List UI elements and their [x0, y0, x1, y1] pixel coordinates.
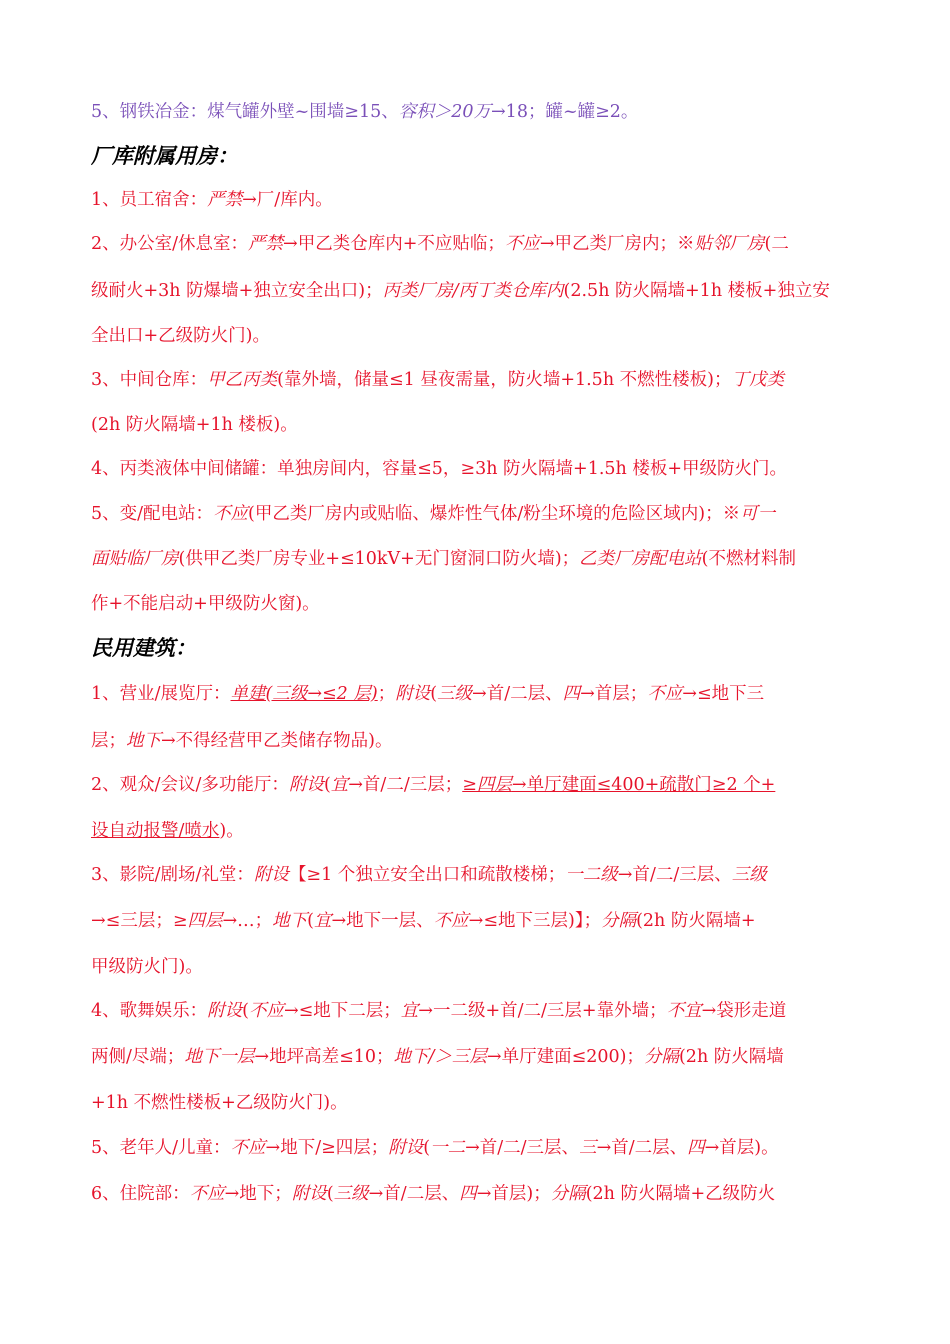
- text: (2h 防火隔墙: [678, 1047, 784, 1067]
- text-italic: 附设: [395, 684, 431, 704]
- text: 6、住院部：: [91, 1184, 190, 1204]
- text: (供甲乙类厂房专业+≤10kV+无门窗洞口防火墙)；: [178, 549, 580, 569]
- factory-item-5-line-1: [91, 502, 871, 526]
- text: →…；: [222, 911, 273, 931]
- factory-item-5-line-2: [91, 547, 871, 571]
- text: (2h 防火隔墙+: [636, 911, 756, 931]
- text: (: [242, 1001, 249, 1021]
- text-italic: 四: [562, 684, 581, 704]
- text-italic: 不应: [213, 504, 249, 524]
- text-italic: 不应: [189, 1184, 225, 1204]
- civil-item-4-line-1: [91, 999, 871, 1023]
- factory-item-4: 4、丙类液体中间储罐：单独房间内，容量≤5，≥3h 防火隔墙+1.5h 楼板+甲级防火门。: [91, 459, 788, 479]
- text-italic-underline: 单建(三级→≤2 层): [230, 684, 378, 704]
- text: 两侧/尽端；: [91, 1047, 185, 1067]
- text: →首层)。: [704, 1138, 779, 1158]
- text-italic: 一二级: [565, 865, 618, 885]
- steel-text-end: →18；罐~罐≥2。: [491, 102, 639, 122]
- text: →首层；: [580, 684, 648, 704]
- text: →≤地下二层；: [283, 1001, 401, 1021]
- text: →单厅建面≤200)；: [486, 1047, 644, 1067]
- text: 2、观众/会议/多功能厅：: [91, 775, 289, 795]
- text: 1、员工宿舍：: [91, 190, 208, 210]
- text: 3、影院/剧场/礼堂：: [91, 865, 254, 885]
- text-italic: 地下: [272, 911, 308, 931]
- text: (二: [764, 234, 789, 254]
- text: 5、老年人/儿童：: [91, 1138, 231, 1158]
- text-italic: 地下一层: [184, 1047, 255, 1067]
- text-italic: 地下: [126, 731, 161, 751]
- text: →地下；: [224, 1184, 292, 1204]
- text: →地下/≥四层；: [265, 1138, 389, 1158]
- text-italic: 附设: [207, 1001, 243, 1021]
- text-italic: 三级: [333, 1184, 369, 1204]
- text: 1、营业/展览厅：: [91, 684, 231, 704]
- text: →不得经营甲乙类储存物品)。: [161, 731, 393, 751]
- text-italic: 附设: [291, 1184, 327, 1204]
- text: 级耐火+3h 防爆墙+独立安全出口)；: [91, 281, 383, 301]
- text: →首/二层、: [472, 684, 563, 704]
- section-heading-factory: 厂库附属用房：: [91, 143, 238, 168]
- text-italic: 宜: [330, 775, 349, 795]
- civil-item-6: [91, 1182, 871, 1206]
- text-italic: 可一: [740, 504, 776, 524]
- text: )。: [219, 821, 244, 841]
- text: (不燃材料制: [701, 549, 796, 569]
- steel-volume: 容积＞20万: [398, 102, 492, 122]
- factory-item-2-line-3: 全出口+乙级防火门)。: [91, 326, 270, 346]
- text-italic: 地下/＞三层: [393, 1047, 487, 1067]
- text-italic: 四: [459, 1184, 477, 1204]
- text: →一二级+首/二/三层+靠外墙；: [418, 1001, 667, 1021]
- text: →≤地下三: [682, 684, 765, 704]
- text-italic: 严禁: [248, 234, 284, 254]
- text-italic: 附设: [288, 775, 324, 795]
- civil-item-3-line-3: 甲级防火门)。: [91, 957, 203, 977]
- civil-item-1-line-2: [91, 729, 871, 753]
- text-italic: 三级: [437, 684, 473, 704]
- text: (: [307, 911, 314, 931]
- text: 2、办公室/休息室：: [91, 234, 249, 254]
- text-italic: 四: [687, 1138, 705, 1158]
- text-italic: 不应: [504, 234, 540, 254]
- factory-item-2-line-2: [91, 279, 871, 303]
- civil-item-3-line-1: [91, 863, 871, 887]
- civil-item-2-line-2: [91, 819, 871, 843]
- text-italic: ≥四层: [172, 911, 223, 931]
- factory-item-5-line-3: 作+不能启动+甲级防火窗)。: [91, 594, 320, 614]
- text: →首/二层、: [368, 1184, 460, 1204]
- text-italic: 乙类厂房配电站: [579, 549, 702, 569]
- text: →首层)；: [476, 1184, 551, 1204]
- text-italic: 贴邻厂房: [694, 234, 765, 254]
- text-underline: 设自动报警/喷水: [91, 821, 220, 841]
- factory-item-1: [91, 188, 871, 212]
- text: →≤地下三层)】；: [468, 911, 602, 931]
- text: →厂/库内。: [242, 190, 333, 210]
- text: (2.5h 防火隔墙+1h 楼板+独立安: [563, 281, 830, 301]
- text-italic: 不应: [248, 1001, 284, 1021]
- civil-item-1-line-1: [91, 682, 871, 706]
- text-italic: 附设: [388, 1138, 424, 1158]
- text-italic: 面贴临厂房: [91, 549, 179, 569]
- text-italic: 丁戊类: [731, 370, 784, 390]
- text: →甲乙类厂房内；※: [539, 234, 695, 254]
- civil-item-3-line-2: [91, 909, 871, 933]
- text: (: [430, 684, 438, 704]
- text: →首/二/三层；: [348, 775, 463, 795]
- text-italic: 分隔: [643, 1047, 679, 1067]
- text-italic: 不应: [647, 684, 683, 704]
- text-italic: 附设: [253, 865, 289, 885]
- civil-item-5: [91, 1136, 871, 1160]
- factory-item-3-line-2: (2h 防火隔墙+1h 楼板)。: [91, 415, 298, 435]
- text-italic: 分隔: [601, 911, 637, 931]
- text: →地下一层、: [331, 911, 434, 931]
- text: 层；: [91, 731, 126, 751]
- item-number: 5: [91, 102, 103, 122]
- section-heading-civil: 民用建筑：: [91, 635, 196, 660]
- civil-item-4-line-2: [91, 1045, 871, 1069]
- text-italic: 丙类厂房/丙丁类仓库内: [382, 281, 564, 301]
- text: (: [423, 1138, 431, 1158]
- text: (: [323, 775, 331, 795]
- text: →首/二/三层、: [617, 865, 732, 885]
- text-italic: 分隔: [550, 1184, 586, 1204]
- text-italic: 不宜: [666, 1001, 702, 1021]
- text-italic: 宜: [400, 1001, 419, 1021]
- text-italic: 一二: [430, 1138, 466, 1158]
- text: →袋形走道: [701, 1001, 787, 1021]
- factory-item-3-line-1: [91, 368, 871, 392]
- factory-item-2-line-1: [91, 232, 871, 256]
- text-underline: →单厅建面≤400+疏散门≥2 个+: [511, 775, 776, 795]
- steel-text: 、钢铁冶金：煤气罐外壁~围墙≥15、: [102, 102, 399, 122]
- civil-item-2-line-1: [91, 773, 871, 797]
- text-italic: 宜: [314, 911, 332, 931]
- text: →甲乙类仓库内+不应贴临；: [283, 234, 505, 254]
- text: 【≥1 个独立安全出口和疏散楼梯；: [288, 865, 566, 885]
- text-italic: 严禁: [207, 190, 243, 210]
- text-italic-underline: ≥四层: [462, 775, 512, 795]
- text-italic: 三: [579, 1138, 597, 1158]
- steel-item-line: [91, 100, 871, 124]
- civil-item-4-line-3: +1h 不燃性楼板+乙级防火门)。: [91, 1093, 348, 1113]
- text-italic: 不应: [433, 911, 469, 931]
- text: →≤三层；: [91, 911, 173, 931]
- text: (甲乙类厂房内或贴临、爆炸性气体/粉尘环境的危险区域内)；※: [248, 504, 741, 524]
- text: →地坪高差≤10；: [254, 1047, 394, 1067]
- text: (靠外墙，储量≤1 昼夜需量，防火墙+1.5h 不燃性楼板)；: [277, 370, 732, 390]
- text: 4、歌舞娱乐：: [91, 1001, 208, 1021]
- text: 5、变/配电站：: [91, 504, 214, 524]
- text-italic: 甲乙丙类: [207, 370, 278, 390]
- text: →首/二/三层、: [465, 1138, 580, 1158]
- text: ；: [377, 684, 396, 704]
- text: 3、中间仓库：: [91, 370, 208, 390]
- text: →首/二层、: [596, 1138, 688, 1158]
- text-italic: 不应: [230, 1138, 266, 1158]
- text: (: [326, 1184, 334, 1204]
- text-italic: 三级: [731, 865, 767, 885]
- text: (2h 防火隔墙+乙级防火: [585, 1184, 776, 1204]
